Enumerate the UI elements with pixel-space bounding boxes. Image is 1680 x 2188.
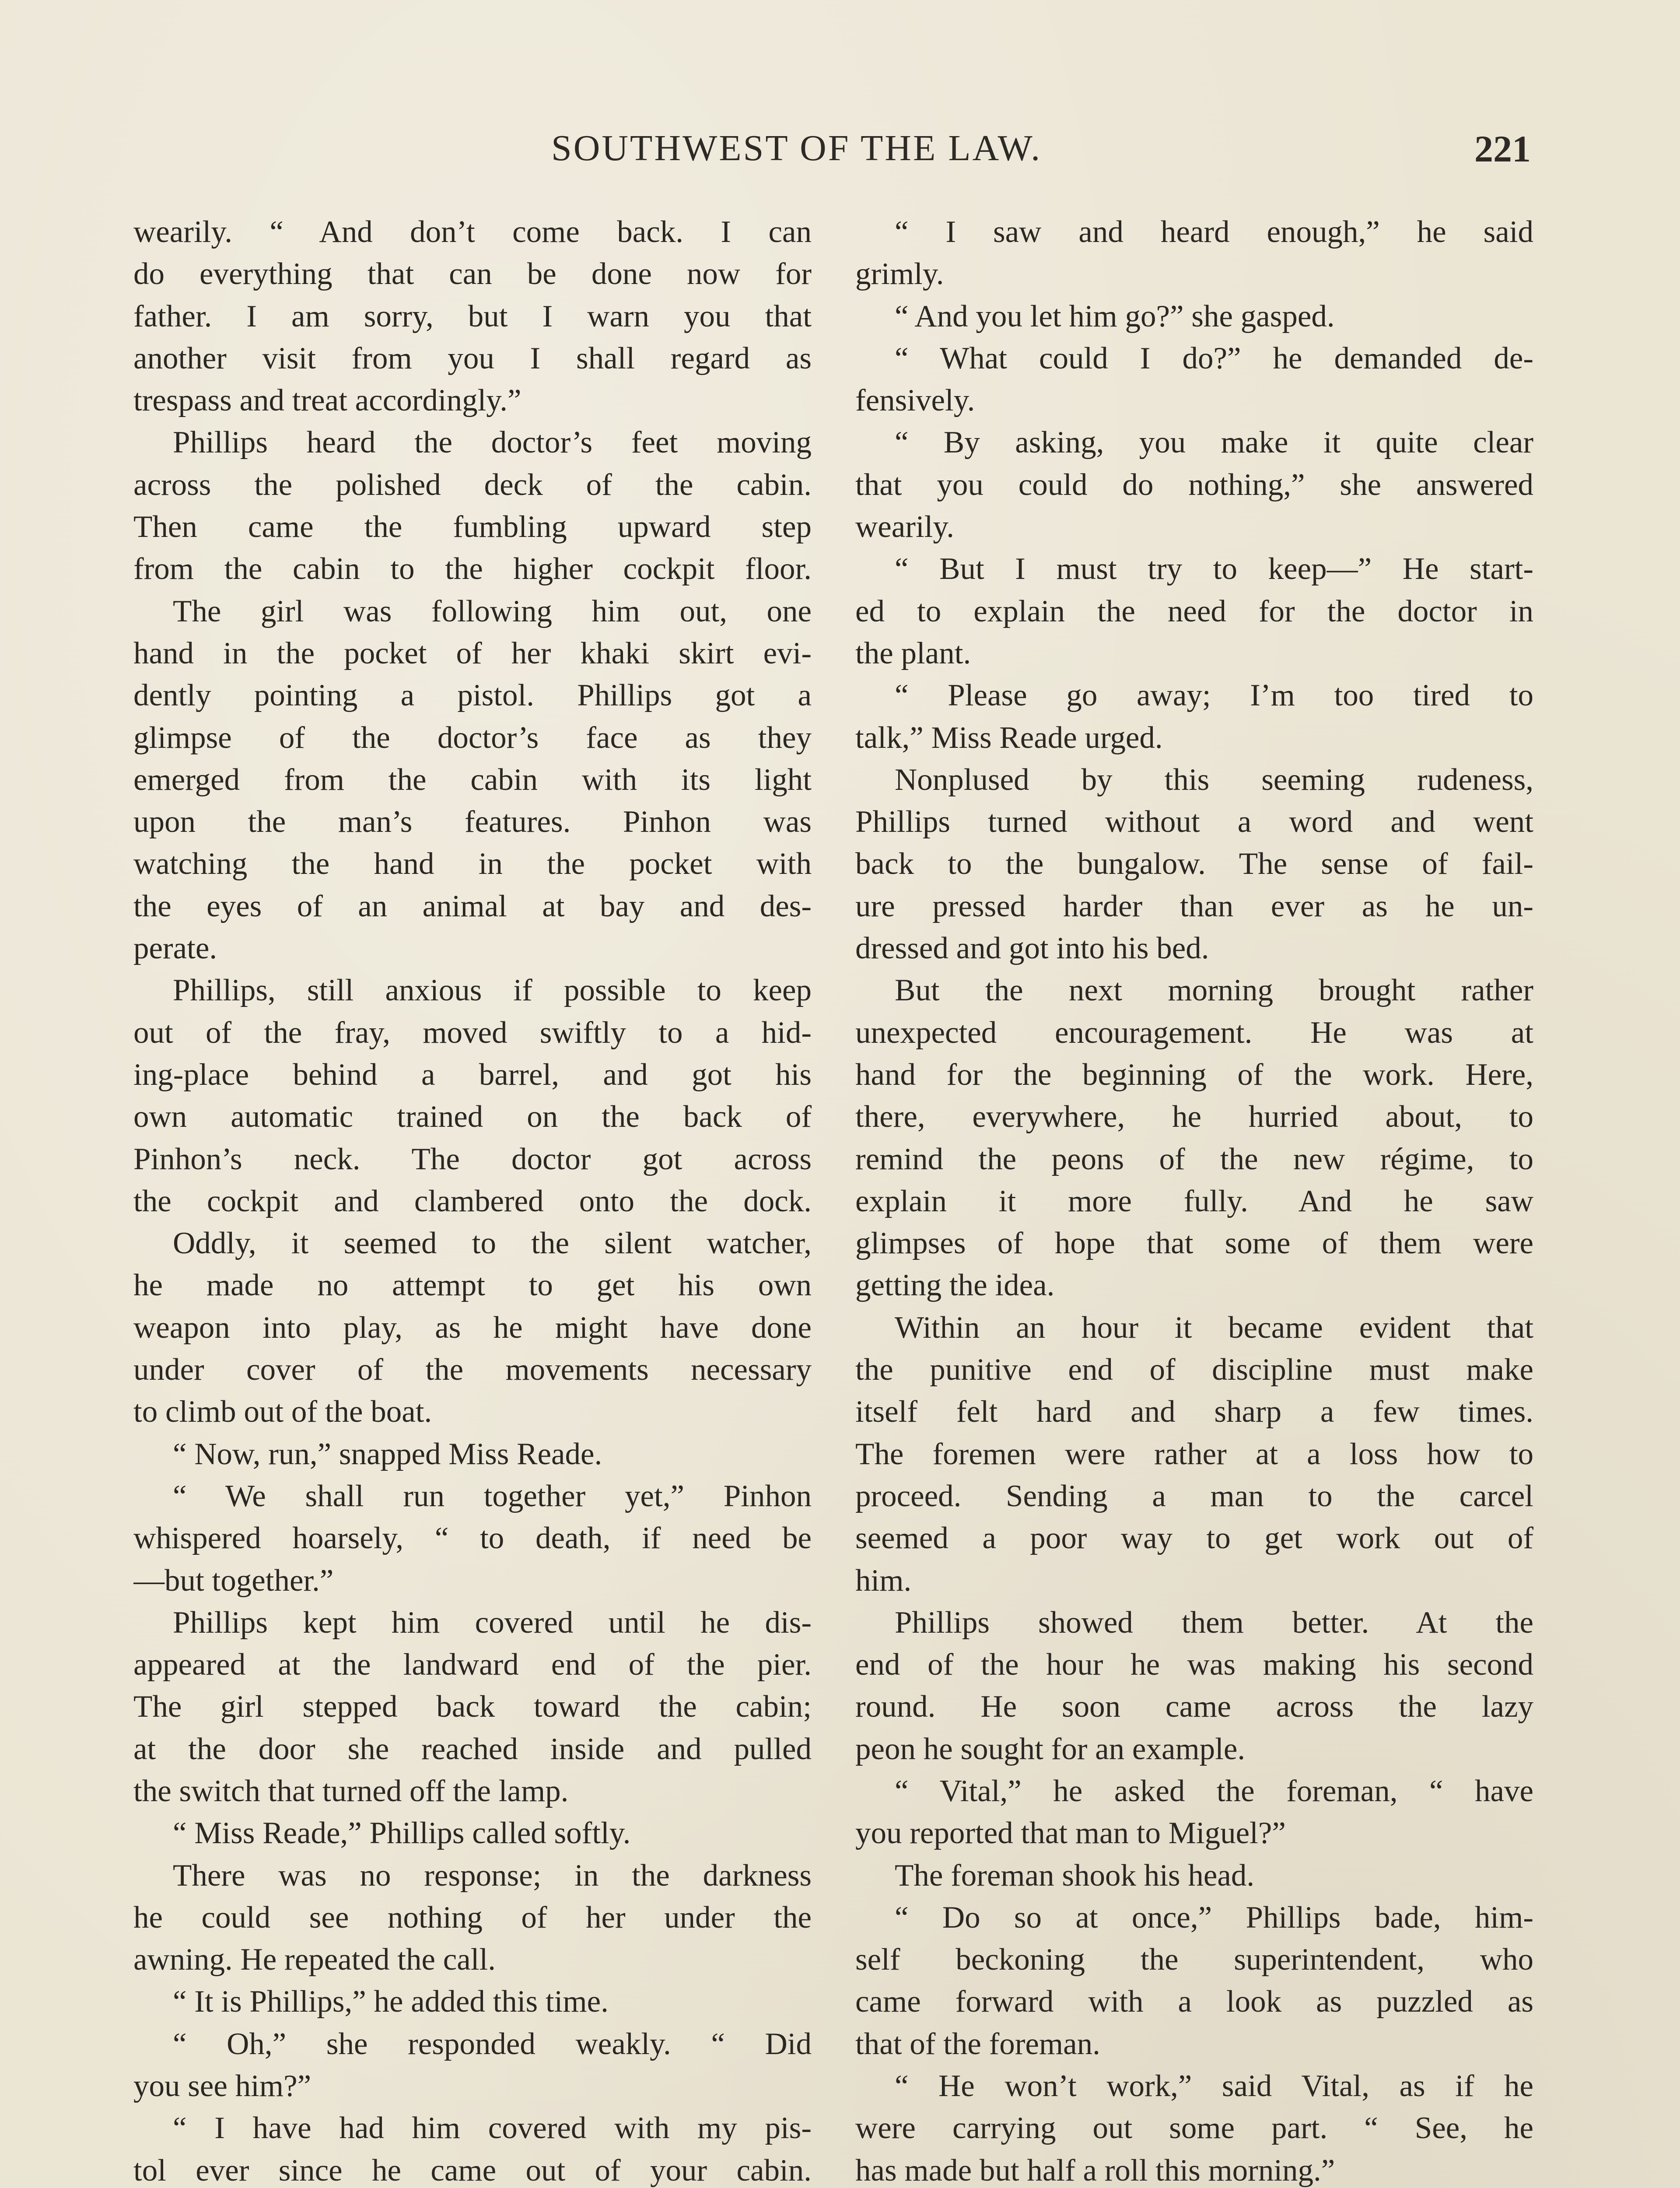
right-column-text-line: there, everywhere, he hurried about, to — [855, 1100, 1533, 1134]
left-column-text-line: emerged from the cabin with its light — [133, 762, 812, 797]
right-column-text-line: The foremen were rather at a loss how to — [855, 1437, 1533, 1471]
right-column-text-line: ed to explain the need for the doctor in — [855, 594, 1533, 628]
left-column-text-line: weapon into play, as he might have done — [133, 1310, 812, 1345]
left-text-column — [133, 211, 812, 2188]
right-column-text-line: fensively. — [855, 383, 975, 418]
right-column-text-line: The foreman shook his head. — [895, 1858, 1255, 1893]
right-column-text-line: self beckoning the superintendent, who — [855, 1943, 1533, 1977]
right-column-text-line: unexpected encouragement. He was at — [855, 1015, 1533, 1050]
right-column-text-line: remind the peons of the new régime, to — [855, 1142, 1533, 1176]
right-column-text-line: that of the foreman. — [855, 2027, 1100, 2061]
left-column-text-line: “ Now, run,” snapped Miss Reade. — [173, 1437, 602, 1471]
left-column-text-line: Then came the fumbling upward step — [133, 510, 812, 544]
right-column-text-line: “ By asking, you make it quite clear — [895, 425, 1533, 460]
left-column-text-line: Pinhon’s neck. The doctor got across — [133, 1142, 812, 1176]
right-column-text-line: explain it more fully. And he saw — [855, 1184, 1533, 1218]
right-column-text-line: Phillips showed them better. At the — [895, 1605, 1533, 1640]
right-column-text-line: you reported that man to Miguel?” — [855, 1816, 1286, 1851]
right-column-text-line: round. He soon came across the lazy — [855, 1690, 1533, 1724]
left-column-text-line: awning. He repeated the call. — [133, 1943, 496, 1977]
left-column-text-line: The girl was following him out, one — [173, 594, 812, 628]
left-column-text-line: watching the hand in the pocket with — [133, 847, 812, 881]
right-text-column — [855, 211, 1533, 2188]
right-column-text-line: wearily. — [855, 510, 955, 544]
left-column-text-line: ing-place behind a barrel, and got his — [133, 1057, 812, 1092]
left-column-text-line: “ Miss Reade,” Phillips called softly. — [173, 1816, 631, 1851]
left-column-text-line: glimpse of the doctor’s face as they — [133, 720, 812, 755]
left-column-text-line: upon the man’s features. Pinhon was — [133, 805, 812, 839]
left-column-text-line: dently pointing a pistol. Phillips got a — [133, 678, 812, 713]
left-column-text-line: —but together.” — [133, 1563, 334, 1598]
page-number: 221 — [1474, 128, 1531, 170]
right-column-text-line: that you could do nothing,” she answered — [855, 467, 1533, 502]
right-column-text-line: glimpses of hope that some of them were — [855, 1226, 1533, 1261]
left-column-text-line: another visit from you I shall regard as — [133, 341, 812, 375]
right-column-text-line: Within an hour it became evident that — [895, 1310, 1533, 1345]
right-column-text-line: has made but half a roll this morning.” — [855, 2153, 1335, 2188]
left-column-text-line: appeared at the landward end of the pier. — [133, 1648, 812, 1682]
right-column-text-line: ure pressed harder than ever as he un- — [855, 889, 1533, 923]
right-column-text-line: dressed and got into his bed. — [855, 931, 1209, 966]
right-column-text-line: “ But I must try to keep—” He start- — [895, 552, 1533, 586]
left-column-text-line: “ Oh,” she responded weakly. “ Did — [173, 2027, 812, 2061]
right-column-text-line: grimly. — [855, 257, 944, 291]
right-column-text-line: “ Please go away; I’m too tired to — [895, 678, 1533, 713]
left-column-text-line: father. I am sorry, but I warn you that — [133, 299, 812, 333]
left-column-text-line: to climb out of the boat. — [133, 1395, 432, 1429]
left-column-text-line: trespass and treat accordingly.” — [133, 383, 522, 418]
right-column-text-line: peon he sought for an example. — [855, 1732, 1246, 1766]
right-column-text-line: seemed a poor way to get work out of — [855, 1521, 1533, 1556]
right-column-text-line: the punitive end of discipline must make — [855, 1353, 1533, 1387]
right-column-text-line: getting the idea. — [855, 1268, 1055, 1303]
right-column-text-line: came forward with a look as puzzled as — [855, 1985, 1533, 2019]
right-column-text-line: back to the bungalow. The sense of fail- — [855, 847, 1533, 881]
left-column-text-line: the eyes of an animal at bay and des- — [133, 889, 812, 923]
left-column-text-line: he made no attempt to get his own — [133, 1268, 812, 1303]
left-column-text-line: “ We shall run together yet,” Pinhon — [173, 1479, 812, 1513]
left-column-text-line: perate. — [133, 931, 217, 966]
left-column-text-line: across the polished deck of the cabin. — [133, 467, 812, 502]
right-column-text-line: Phillips turned without a word and went — [855, 805, 1533, 839]
right-column-text-line: the plant. — [855, 636, 971, 670]
left-column-text-line: you see him?” — [133, 2069, 312, 2104]
left-column-text-line: the cockpit and clambered onto the dock. — [133, 1184, 812, 1218]
right-column-text-line: “ What could I do?” he demanded de- — [895, 341, 1533, 375]
right-column-text-line: “ Do so at once,” Phillips bade, him- — [895, 1900, 1533, 1935]
left-column-text-line: tol ever since he came out of your cabin. — [133, 2153, 812, 2188]
right-column-text-line: proceed. Sending a man to the carcel — [855, 1479, 1533, 1513]
left-column-text-line: Phillips kept him covered until he dis- — [173, 1605, 812, 1640]
left-column-text-line: “ It is Phillips,” he added this time. — [173, 1985, 609, 2019]
left-column-text-line: he could see nothing of her under the — [133, 1900, 812, 1935]
left-column-text-line: the switch that turned off the lamp. — [133, 1774, 569, 1808]
right-column-text-line: “ He won’t work,” said Vital, as if he — [895, 2069, 1533, 2104]
right-column-text-line: “ And you let him go?” she gasped. — [895, 299, 1335, 333]
right-column-text-line: But the next morning brought rather — [895, 973, 1533, 1008]
right-column-text-line: “ Vital,” he asked the foreman, “ have — [895, 1774, 1533, 1808]
running-title: SOUTHWEST OF THE LAW. — [551, 128, 1042, 168]
left-column-text-line: do everything that can be done now for — [133, 257, 812, 291]
left-column-text-line: Phillips, still anxious if possible to keep — [173, 973, 812, 1008]
left-column-text-line: There was no response; in the darkness — [173, 1858, 812, 1893]
left-column-text-line: at the door she reached inside and pulled — [133, 1732, 812, 1766]
left-column-text-line: wearily. “ And don’t come back. I can — [133, 215, 812, 249]
left-column-text-line: Oddly, it seemed to the silent watcher, — [173, 1226, 812, 1261]
left-column-text-line: The girl stepped back toward the cabin; — [133, 1690, 812, 1724]
left-column-text-line: “ I have had him covered with my pis- — [173, 2111, 812, 2146]
left-column-text-line: under cover of the movements necessary — [133, 1353, 812, 1387]
left-column-text-line: Phillips heard the doctor’s feet moving — [173, 425, 812, 460]
right-column-text-line: Nonplused by this seeming rudeness, — [895, 762, 1533, 797]
left-column-text-line: out of the fray, moved swiftly to a hid- — [133, 1015, 812, 1050]
right-column-text-line: him. — [855, 1563, 912, 1598]
right-column-text-line: talk,” Miss Reade urged. — [855, 720, 1163, 755]
right-column-text-line: hand for the beginning of the work. Here, — [855, 1057, 1533, 1092]
left-column-text-line: from the cabin to the higher cockpit floor. — [133, 552, 812, 586]
right-column-text-line: itself felt hard and sharp a few times. — [855, 1395, 1533, 1429]
left-column-text-line: hand in the pocket of her khaki skirt evi- — [133, 636, 812, 670]
left-column-text-line: own automatic trained on the back of — [133, 1100, 812, 1134]
left-column-text-line: whispered hoarsely, “ to death, if need be — [133, 1521, 812, 1556]
right-column-text-line: “ I saw and heard enough,” he said — [895, 215, 1533, 249]
right-column-text-line: were carrying out some part. “ See, he — [855, 2111, 1533, 2146]
right-column-text-line: end of the hour he was making his second — [855, 1648, 1533, 1682]
